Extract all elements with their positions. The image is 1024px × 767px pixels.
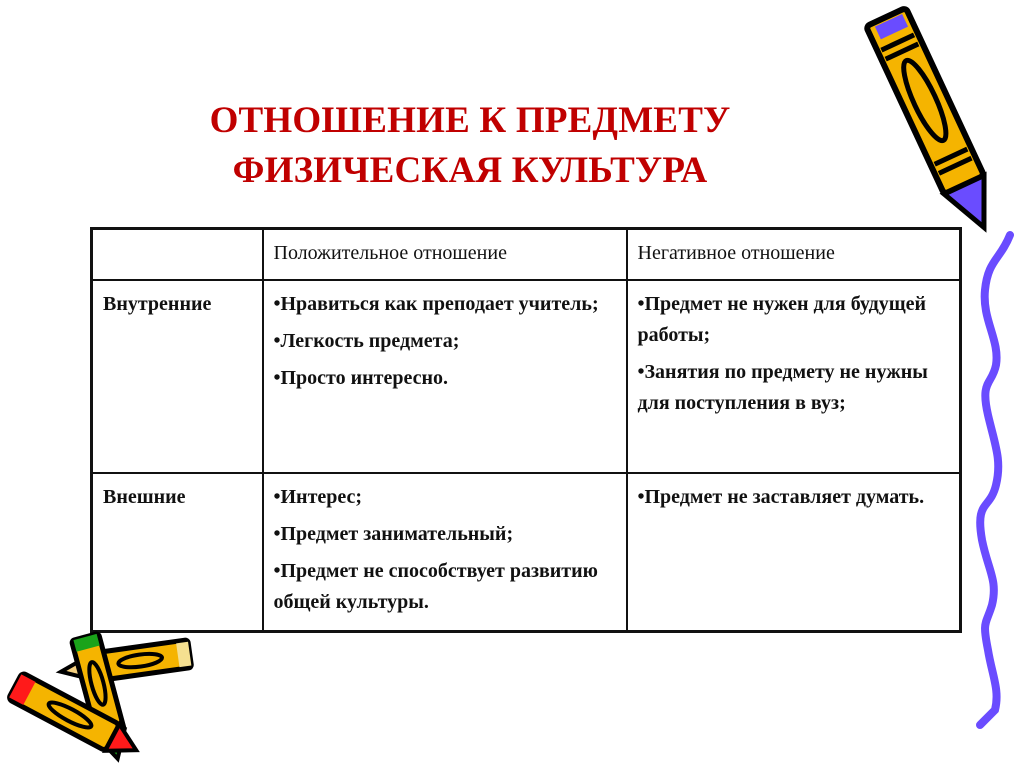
list-item: •Предмет занимательный; bbox=[273, 523, 514, 545]
table-header-row bbox=[92, 229, 961, 281]
table-row bbox=[92, 473, 961, 632]
header-positive-label: Положительное отношение bbox=[273, 242, 507, 264]
row-label-internal: Внутренние bbox=[92, 280, 263, 473]
slide-title-line-1: ОТНОШЕНИЕ К ПРЕДМЕТУ bbox=[209, 100, 731, 141]
list-item: •Интерес; bbox=[273, 486, 363, 508]
list-item: •Предмет не способствует развитию общей культуры. bbox=[273, 560, 598, 613]
external-positive-cell bbox=[263, 473, 627, 632]
list-item: •Предмет не нужен для будущей работы; bbox=[637, 293, 927, 346]
attitude-table bbox=[90, 227, 962, 633]
list-item: •Занятия по предмету не нужны для поступления в вуз; bbox=[637, 361, 928, 414]
row-label-external: Внешние bbox=[92, 473, 263, 632]
list-item: •Легкость предмета; bbox=[273, 330, 460, 352]
list-item: •Нравиться как преподает учитель; bbox=[273, 293, 599, 315]
internal-negative-cell bbox=[627, 280, 961, 473]
header-negative-label: Негативное отношение bbox=[637, 242, 835, 264]
slide-title bbox=[150, 96, 790, 196]
internal-positive-cell bbox=[263, 280, 627, 473]
slide-title-line-2: ФИЗИЧЕСКАЯ КУЛЬТУРА bbox=[232, 150, 708, 191]
squiggle-decoration bbox=[970, 230, 1024, 730]
external-negative-cell bbox=[627, 473, 961, 632]
header-positive bbox=[263, 229, 627, 281]
crossed-pencils-icon bbox=[0, 620, 215, 767]
table-row bbox=[92, 280, 961, 473]
pencil-icon bbox=[860, 0, 1010, 245]
list-item: •Просто интересно. bbox=[273, 367, 449, 389]
list-item: •Предмет не заставляет думать. bbox=[637, 486, 925, 508]
header-empty-cell bbox=[92, 229, 263, 281]
